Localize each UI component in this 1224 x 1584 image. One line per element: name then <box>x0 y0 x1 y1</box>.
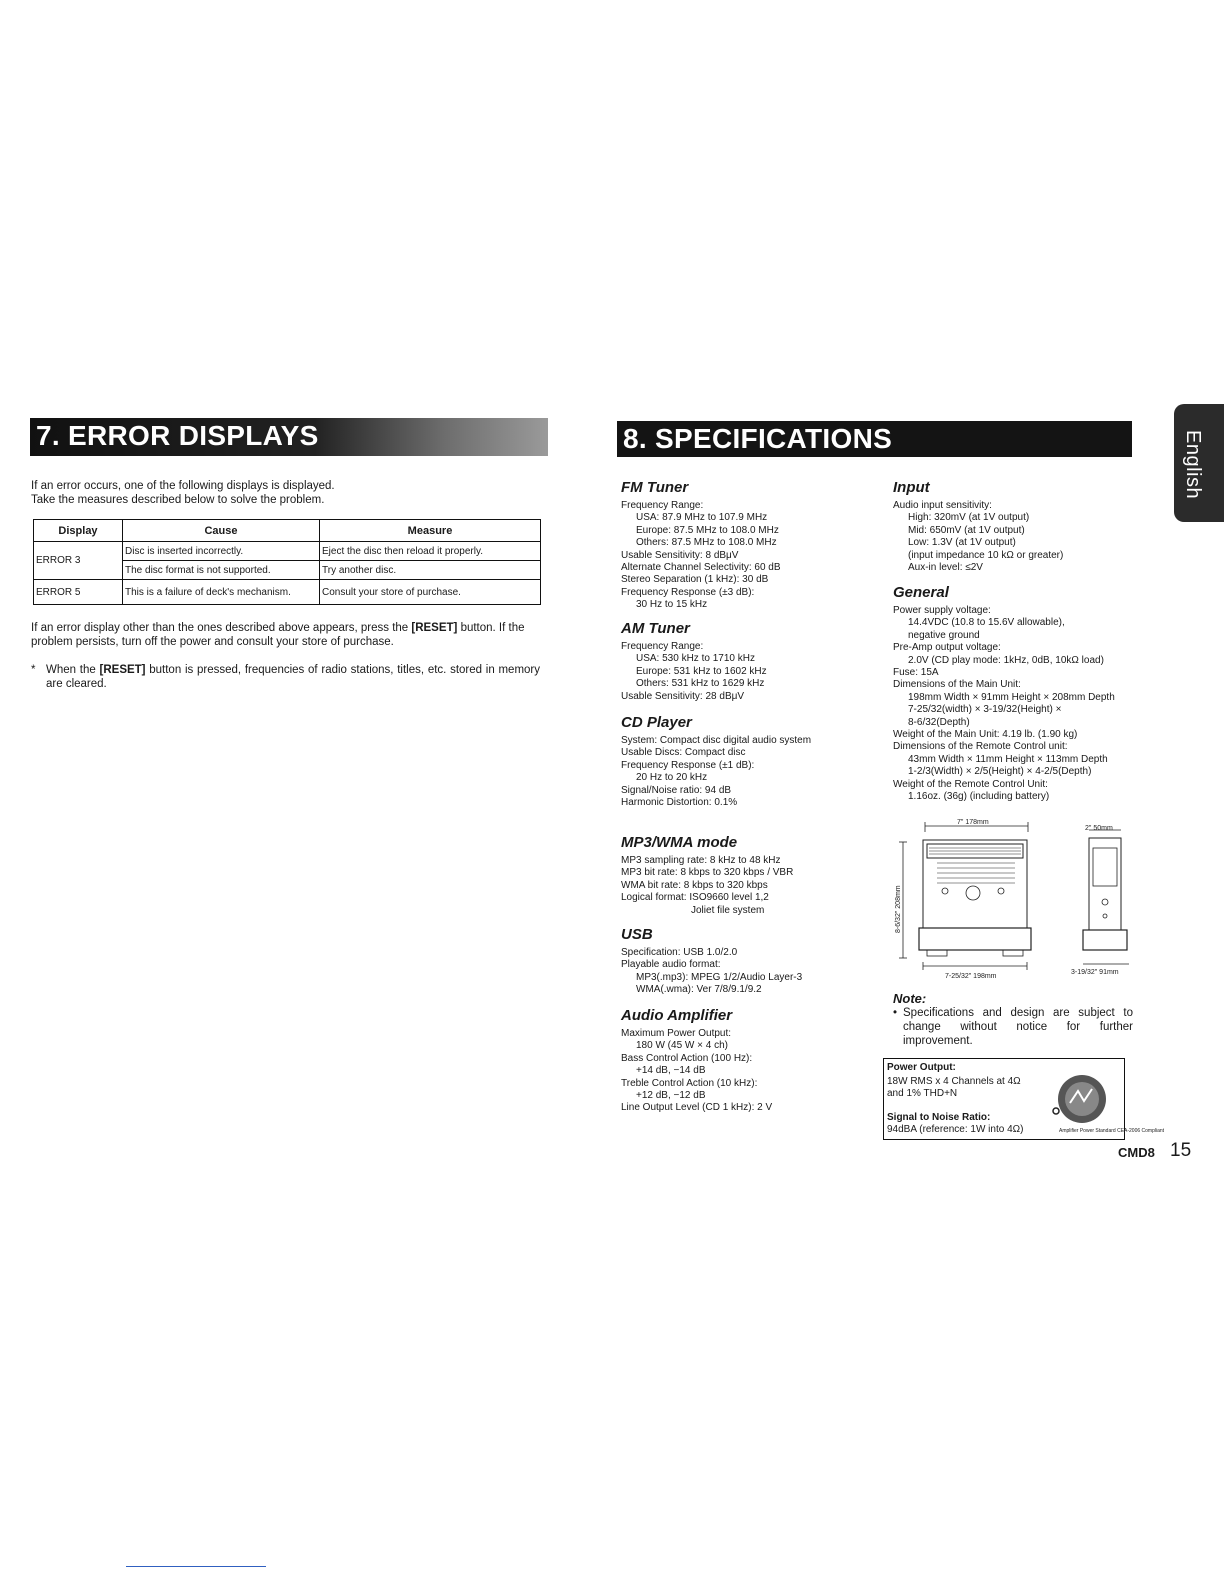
cea-seal-text: Amplifier Power Standard CEA-2006 Compliant <box>1059 1128 1165 1134</box>
spec-line: System: Compact disc digital audio system <box>621 735 812 746</box>
unit-front-body <box>923 840 1027 928</box>
power-output-heading: Power Output: <box>887 1062 956 1073</box>
spec-line: Treble Control Action (10 kHz): <box>621 1077 758 1089</box>
spec-line: Usable Sensitivity: 8 dBμV <box>621 549 739 561</box>
table-row <box>34 580 541 605</box>
unit-hole <box>998 888 1004 894</box>
header-cause: Cause <box>123 520 320 542</box>
spec-line: Fuse: 15A <box>893 667 939 679</box>
spec-line: Stereo Separation (1 kHz): 30 dB <box>621 574 769 586</box>
specifications-title: 8. SPECIFICATIONS <box>623 423 893 454</box>
spec-line: Dimensions of the Main Unit: <box>893 679 1021 691</box>
spec-line: Aux-in level: ≤2V <box>908 562 983 574</box>
spec-line: Others: 531 kHz to 1629 kHz <box>636 678 765 690</box>
language-tab <box>1174 404 1224 522</box>
spec-line: Alternate Channel Selectivity: 60 dB <box>621 562 781 574</box>
spec-cd-block <box>621 714 811 809</box>
note-text <box>893 1006 1133 1048</box>
unit-hole <box>942 888 948 894</box>
unit-side-panel <box>1093 848 1117 886</box>
fm-heading: FM Tuner <box>621 479 689 496</box>
spec-line: MP3 bit rate: 8 kbps to 320 kbps / VBR <box>621 867 794 879</box>
side-label: 8-6/32" 208mm <box>895 885 902 933</box>
spec-line: Signal/Noise ratio: 94 dB <box>621 784 732 796</box>
spec-line: negative ground <box>908 629 980 641</box>
spec-line: MP3(.mp3): MPEG 1/2/Audio Layer-3 <box>636 971 803 983</box>
row-measure: Eject the disc then reload it properly. <box>320 542 541 561</box>
spec-general-block <box>893 584 1115 804</box>
spec-line: Frequency Range: <box>621 641 704 652</box>
asterisk-mark: * <box>31 664 36 676</box>
spec-line: Power supply voltage: <box>893 605 991 616</box>
spec-mp3-block <box>621 834 793 917</box>
spec-line: Maximum Power Output: <box>621 1028 732 1039</box>
spec-line: 180 W (45 W × 4 ch) <box>636 1040 728 1052</box>
mp3-heading: MP3/WMA mode <box>621 834 738 851</box>
spec-line: Low: 1.3V (at 1V output) <box>908 537 1016 549</box>
cea-seal-dot <box>1053 1108 1059 1114</box>
spec-line: WMA bit rate: 8 kbps to 320 kbps <box>621 879 768 891</box>
spec-line: Dimensions of the Remote Control unit: <box>893 741 1068 753</box>
specifications-banner <box>617 421 1132 457</box>
spec-line: Usable Sensitivity: 28 dBμV <box>621 690 745 702</box>
unit-front-panel <box>919 928 1031 950</box>
error-intro-2: Take the measures described below to solve the problem. <box>31 494 325 506</box>
spec-line: 2.0V (CD play mode: 1kHz, 0dB, 10kΩ load) <box>908 654 1104 666</box>
usb-heading: USB <box>621 926 653 943</box>
spec-line: Bass Control Action (100 Hz): <box>621 1052 753 1064</box>
spec-line: USA: 87.9 MHz to 107.9 MHz <box>636 512 768 524</box>
spec-line: Harmonic Distortion: 0.1% <box>621 797 738 809</box>
unit-side-hole <box>1103 914 1107 918</box>
power-output-line1: 18W RMS x 4 Channels at 4Ω <box>887 1076 1021 1087</box>
spec-usb-block <box>621 926 802 997</box>
input-heading: Input <box>893 479 930 496</box>
cd-heading: CD Player <box>621 714 692 731</box>
row-measure: Try another disc. <box>320 561 541 580</box>
spec-line: Others: 87.5 MHz to 108.0 MHz <box>636 537 777 549</box>
spec-line: Weight of the Remote Control Unit: <box>893 778 1048 790</box>
spec-fm-block <box>621 479 781 612</box>
right-bottom-label: 3-19/32" 91mm <box>1071 969 1119 976</box>
error-para-2: When the [RESET] button is pressed, frequencies of radio stations, titles, etc. stored in memory are cleared. <box>46 664 541 690</box>
spec-line: Specification: USB 1.0/2.0 <box>621 947 738 958</box>
spec-line: 20 Hz to 20 kHz <box>636 772 708 784</box>
amp-heading: Audio Amplifier <box>621 1007 733 1024</box>
row-cause: Disc is inserted incorrectly. <box>123 542 320 561</box>
vent-lines <box>929 848 1021 883</box>
spec-line: Joliet file system <box>691 904 765 916</box>
spec-line: Frequency Range: <box>621 500 704 511</box>
spec-line: High: 320mV (at 1V output) <box>908 512 1030 524</box>
note-bullet: • <box>893 1007 898 1019</box>
spec-line: 30 Hz to 15 kHz <box>636 599 708 611</box>
spec-line: Mid: 650mV (at 1V output) <box>908 524 1025 536</box>
spec-input-block <box>893 479 1063 574</box>
spec-line: Europe: 531 kHz to 1602 kHz <box>636 665 767 677</box>
spec-line: 8-6/32(Depth) <box>908 716 970 728</box>
snr-heading: Signal to Noise Ratio: <box>887 1112 991 1123</box>
unit-hole <box>966 886 980 900</box>
spec-line: MP3 sampling rate: 8 kHz to 48 kHz <box>621 855 781 866</box>
header-display: Display <box>34 520 123 542</box>
spec-line: Weight of the Main Unit: 4.19 lb. (1.90 kg) <box>893 729 1078 741</box>
unit-side-hole <box>1102 899 1108 905</box>
header-measure: Measure <box>320 520 541 542</box>
spec-line: Playable audio format: <box>621 959 721 971</box>
spec-line: WMA(.wma): Ver 7/8/9.1/9.2 <box>636 984 762 996</box>
spec-line: 7-25/32(width) × 3-19/32(Height) × <box>908 704 1062 716</box>
spec-line: Audio input sensitivity: <box>893 500 992 511</box>
error-displays-banner <box>30 418 548 456</box>
cea-seal-icon <box>1044 1063 1165 1135</box>
page-number: 15 <box>1170 1140 1192 1161</box>
am-heading: AM Tuner <box>621 620 690 637</box>
top-label: 7" 178mm <box>957 819 989 826</box>
spec-line: Line Output Level (CD 1 kHz): 2 V <box>621 1102 773 1114</box>
spec-line: (input impedance 10 kΩ or greater) <box>908 549 1064 561</box>
spec-amp-block <box>621 1007 772 1115</box>
spec-line: Usable Discs: Compact disc <box>621 747 746 759</box>
error-para-1: If an error display other than the ones described above appears, press the [RESET] button. If the problem persists, turn off the power and consult your store of purchase. <box>31 622 525 648</box>
power-output-line2: and 1% THD+N <box>887 1088 958 1099</box>
spec-am-block <box>621 620 767 703</box>
footer-model: CMD8 <box>1118 1145 1155 1160</box>
spec-line: Logical format: ISO9660 level 1,2 <box>621 892 769 904</box>
spec-line: 1-2/3(Width) × 2/5(Height) × 4-2/5(Depth) <box>908 766 1092 778</box>
error-intro-1: If an error occurs, one of the following displays is displayed. <box>31 480 335 492</box>
error-table <box>33 519 541 605</box>
right-top-label: 2" 50mm <box>1085 825 1113 832</box>
row-display: ERROR 5 <box>34 580 123 605</box>
spec-line: Pre-Amp output voltage: <box>893 642 1001 654</box>
row-cause: This is a failure of deck's mechanism. <box>123 580 320 605</box>
spec-line: +12 dB, −12 dB <box>636 1090 706 1102</box>
error-table-header <box>34 520 541 542</box>
cea-compliance-box <box>883 1058 1165 1140</box>
unit-foot <box>1003 950 1023 956</box>
dimension-diagram <box>893 818 1133 984</box>
note-heading: Note: <box>893 991 927 1006</box>
spec-line: 1.16oz. (36g) (including battery) <box>908 791 1050 803</box>
spec-line: 43mm Width × 11mm Height × 113mm Depth <box>908 753 1108 765</box>
table-row <box>34 542 541 561</box>
error-displays-title: 7. ERROR DISPLAYS <box>36 420 319 451</box>
row-cause: The disc format is not supported. <box>123 561 320 580</box>
spec-line: Europe: 87.5 MHz to 108.0 MHz <box>636 524 779 536</box>
bottom-rule <box>126 1566 266 1567</box>
unit-side-body <box>1089 838 1121 930</box>
bottom-label: 7-25/32" 198mm <box>945 973 997 980</box>
unit-side-front <box>1083 930 1127 950</box>
snr-line: 94dBA (reference: 1W into 4Ω) <box>887 1124 1024 1135</box>
spec-line: 14.4VDC (10.8 to 15.6V allowable), <box>908 617 1065 629</box>
language-tab-label: English <box>1182 430 1204 500</box>
unit-foot <box>927 950 947 956</box>
spec-line: +14 dB, −14 dB <box>636 1065 706 1077</box>
row-measure: Consult your store of purchase. <box>320 580 541 605</box>
spec-line: 198mm Width × 91mm Height × 208mm Depth <box>908 691 1115 703</box>
spec-line: Frequency Response (±1 dB): <box>621 759 755 771</box>
spec-line: Frequency Response (±3 dB): <box>621 586 755 598</box>
spec-line: USA: 530 kHz to 1710 kHz <box>636 653 755 665</box>
general-heading: General <box>893 584 949 601</box>
row-display: ERROR 3 <box>34 542 123 580</box>
note-body: Specifications and design are subject to change without notice for further improvement. <box>903 1007 1133 1047</box>
